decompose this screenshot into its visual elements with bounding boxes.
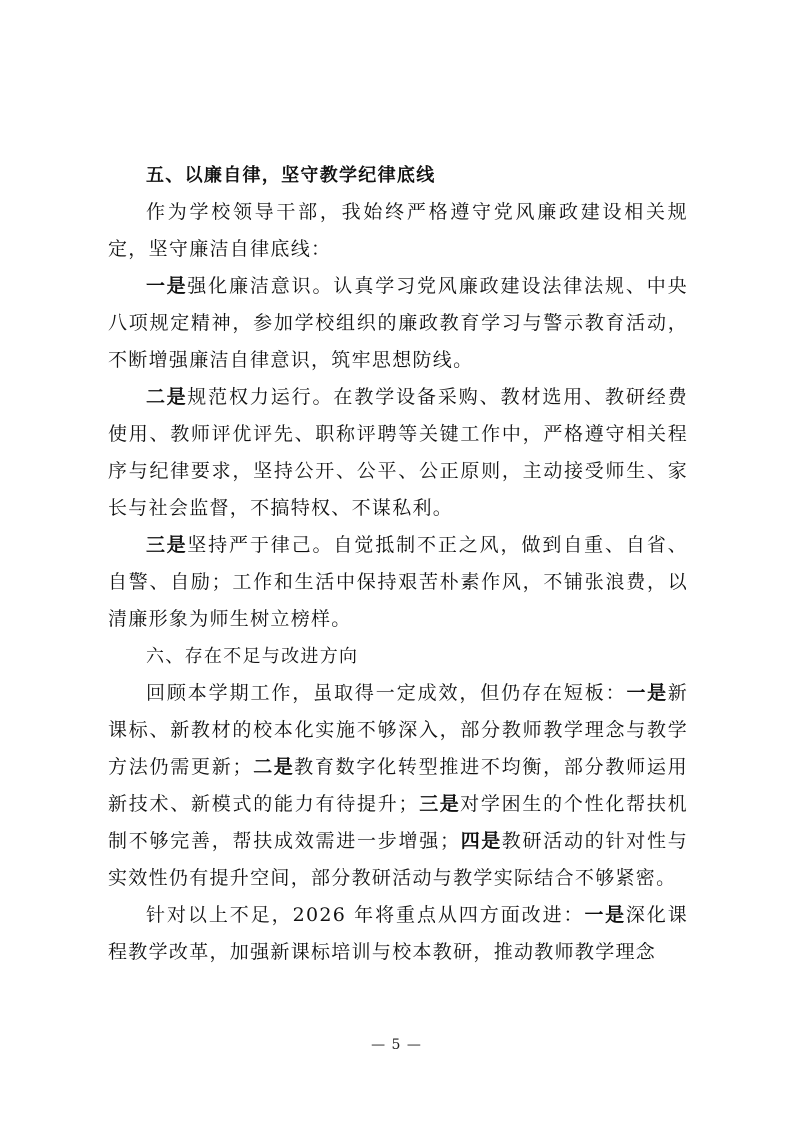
section-6-review: [108, 675, 688, 897]
section-5-item-2: [108, 379, 688, 527]
item-text: 对学困生的个性化帮扶机制不够完善，帮扶成效需进一步增强；: [108, 793, 688, 852]
section-6-plan: [108, 897, 688, 971]
item-label: 三是: [418, 793, 461, 815]
item-text: 深化课程教学改革，加强新课标培训与校本教研，推动教师教学理念: [108, 904, 688, 963]
section-heading-6: 六、存在不足与改进方向: [146, 646, 359, 667]
review-lead: 回顾本学期工作，虽取得一定成效，但仍存在短板：: [146, 682, 627, 704]
section-5-item-1: [108, 268, 688, 379]
section-5-intro: 作为学校领导干部，我始终严格遵守党风廉政建设相关规定，坚守廉洁自律底线：: [108, 201, 688, 260]
plan-lead: 针对以上不足，2026 年将重点从四方面改进：: [146, 904, 585, 926]
item-text: 强化廉洁意识。认真学习党风廉政建设法律法规、中央八项规定精神，参加学校组织的廉政教育学习与警示教育活动，不断增强廉洁自律意识，筑牢思想防线。: [108, 275, 688, 371]
item-text: 教研活动的针对性与实效性仍有提升空间，部分教研活动与教学实际结合不够紧密。: [108, 830, 688, 889]
item-label: 一是: [146, 275, 188, 297]
item-label: 一是: [626, 682, 668, 704]
section-5-item-3: [108, 527, 688, 638]
item-label: 二是: [252, 756, 295, 778]
item-label: 四是: [460, 830, 502, 852]
item-text: 规范权力运行。在教学设备采购、教材选用、教研经费使用、教师评优评先、职称评聘等关键工作中，严格遵守相关程序与纪律要求，坚持公开、公平、公正原则，主动接受师生、家长与社会监督，不搞特权、不谋私利。: [108, 386, 688, 519]
item-text: 教育数字化转型推进不均衡，部分教师运用新技术、新模式的能力有待提升；: [108, 756, 688, 815]
item-text: 坚持严于律己。自觉抵制不正之风，做到自重、自省、自警、自励；工作和生活中保持艰苦朴素作风，不铺张浪费，以清廉形象为师生树立榜样。: [108, 534, 688, 630]
item-label: 二是: [146, 386, 188, 408]
item-text: 新课标、新教材的校本化实施不够深入，部分教师教学理念与教学方法仍需更新；: [108, 682, 688, 778]
page-number: — 5 —: [371, 1037, 422, 1053]
item-label: 三是: [146, 534, 188, 556]
section-heading-5: 五、以廉自律，坚守教学纪律底线: [146, 165, 436, 186]
document-body: [108, 157, 688, 971]
item-label: 一是: [584, 904, 626, 926]
